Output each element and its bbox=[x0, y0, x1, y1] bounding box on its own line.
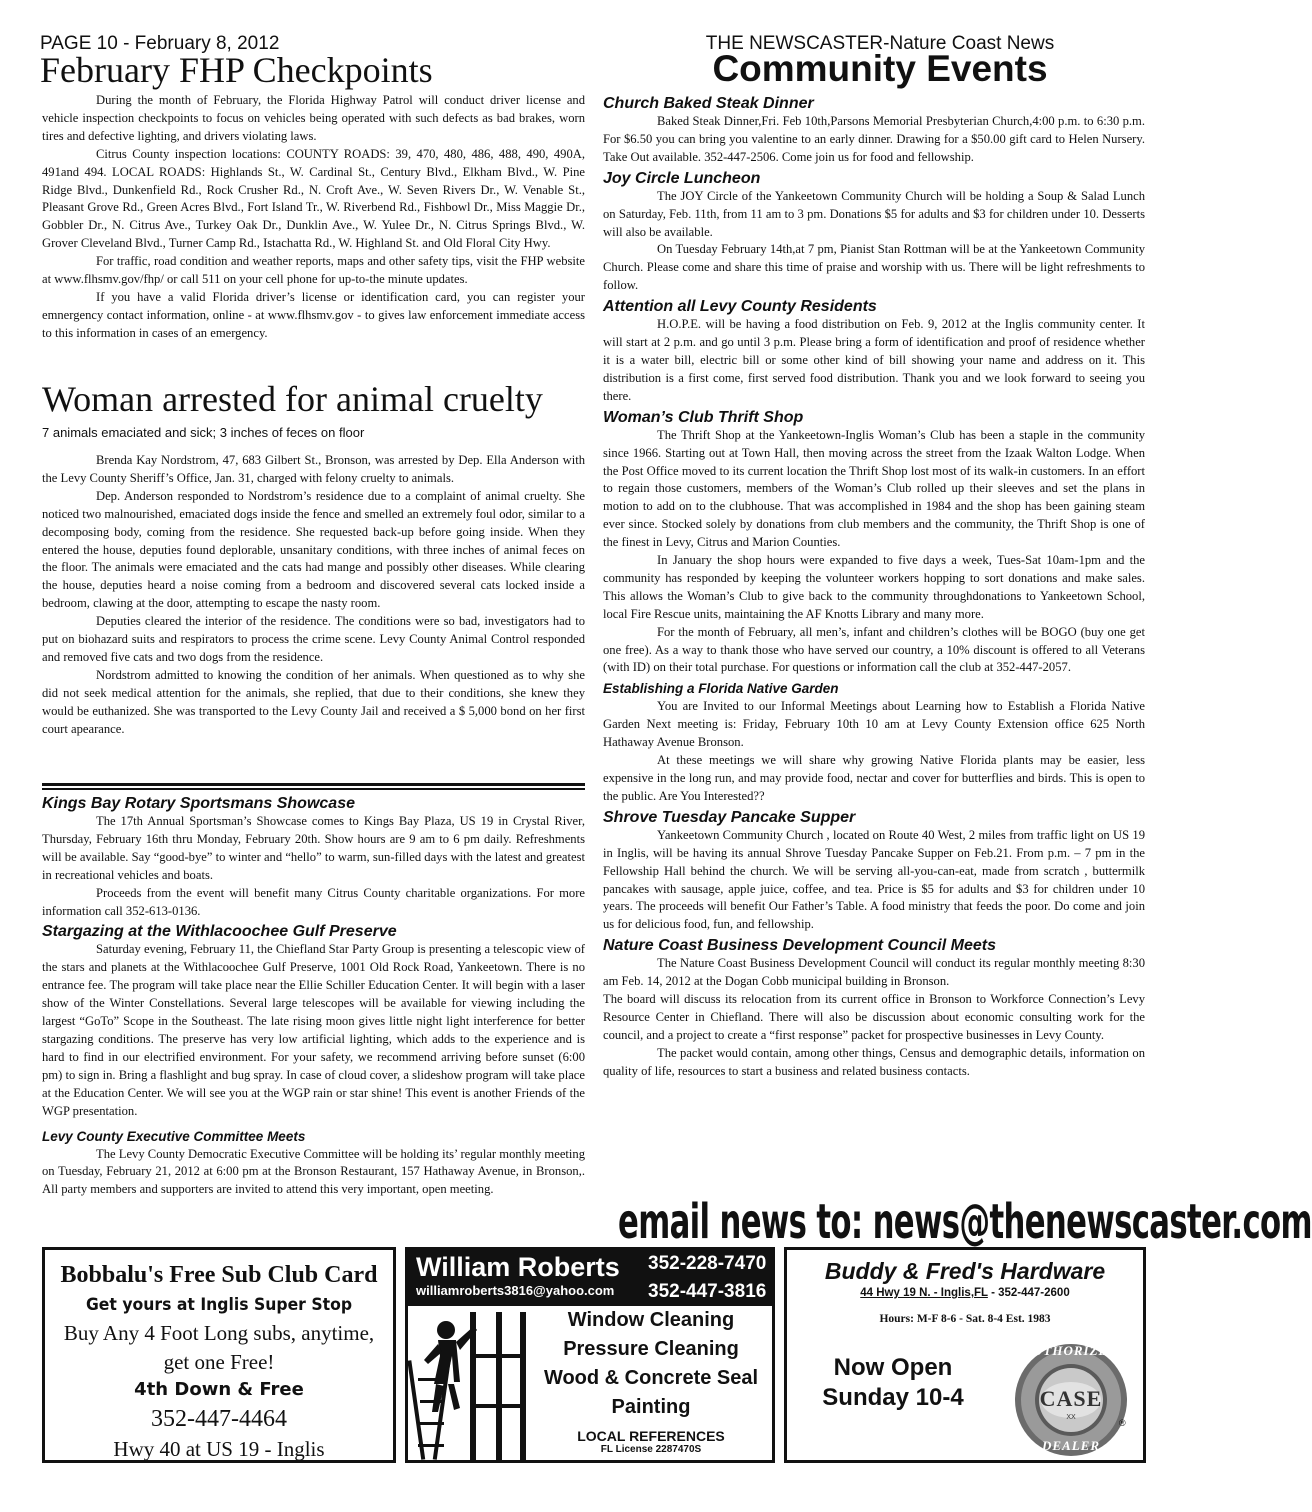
left-events bbox=[42, 792, 585, 1199]
case-badge-mid: CASE bbox=[1039, 1386, 1103, 1411]
ad-william bbox=[405, 1247, 775, 1463]
ad-bobbalu-title: Bobbalu's Free Sub Club Card bbox=[60, 1262, 378, 1288]
ad-buddy-name: Buddy & Fred's Hardware bbox=[824, 1258, 1106, 1284]
ad-william-services bbox=[530, 1306, 772, 1455]
event-paragraph: On Tuesday February 14th,at 7 pm, Pianist Stan Rottman will be at the Yankeetown Community Church. Please come and share this time of praise and worship with us. There will be light refreshments to follow. bbox=[603, 242, 1145, 293]
ad-buddy-open1: Now Open bbox=[833, 1354, 953, 1381]
email-banner-wrap bbox=[618, 1194, 1312, 1252]
cruelty-article bbox=[42, 452, 585, 739]
event-title: Establishing a Florida Native Garden bbox=[603, 681, 839, 697]
ad-william-service: Painting bbox=[611, 1396, 691, 1418]
ad-bobbalu bbox=[42, 1247, 396, 1463]
cruelty-subtitle: 7 animals emaciated and sick; 3 inches of feces on floor bbox=[42, 425, 365, 440]
event-title: Woman’s Club Thrift Shop bbox=[603, 408, 804, 426]
ad-buddy-address: 44 Hwy 19 N. - Inglis,FL bbox=[860, 1287, 988, 1299]
case-badge-reg: ® bbox=[1119, 1418, 1126, 1428]
ad-william-email: williamroberts3816@yahoo.com bbox=[416, 1283, 615, 1298]
fhp-paragraph: For traffic, road condition and weather reports, maps and other safety tips, visit the FHP website at www.flhsmv.gov/fhp/ or call 511 on your cell phone for up-to-the minute updates. bbox=[42, 254, 585, 287]
ad-buddy-phone: - 352-447-2600 bbox=[987, 1287, 1070, 1299]
email-banner[interactable]: email news to: news@thenewscaster.com bbox=[618, 1194, 1312, 1250]
right-events bbox=[603, 92, 1145, 1081]
ad-buddy-open2: Sunday 10-4 bbox=[822, 1384, 964, 1411]
event-paragraph: Yankeetown Community Church , located on Route 40 West, 2 miles from traffic light on US 19 in Inglis, will be having its annual Shrove Tuesday Pancake Supper on Feb.21. From p.m. – 7 pm in the Fellowship Hall behind the church. We will be serving all-you-can-eat, made from scratch , buttermilk pancakes with sausage, apple juice, coffee, and tea. Price is $5 for adults and $3 for children under 10 years. The proceeds will benefit Our Father’s Table. A food ministry that feeds the poor. Do come and join us for delicious food, fun, and fellowship. bbox=[603, 827, 1145, 932]
event-paragraph: In January the shop hours were expanded to five days a week, Tues-Sat 10am-1pm and the community has responded by keeping the volunteer workers hopping to sort donations and make sales. This allows the Woman’s Club to give back to the community throughdonations to Yankeetown School, local Fire Rescue units, maintaining the AF Knotts Library and many more. bbox=[603, 553, 1145, 621]
event-paragraph: The JOY Circle of the Yankeetown Community Church will be holding a Soup & Salad Lunch on Saturday, Feb. 11th, from 11 am to 3 pm. Donations $5 for adults and $3 for children under 10. Desserts will also be available. bbox=[603, 188, 1145, 239]
cruelty-title: Woman arrested for animal cruelty bbox=[42, 379, 543, 419]
event-paragraph: The Levy County Democratic Executive Committee will be holding its’ regular monthly meeting on Tuesday, February 21, 2012 at 6:00 pm at the Bronson Restaurant, 157 Hathaway Avenue, in Bronson,. All party members and supporters are invited to attend this very important, open meeting. bbox=[42, 1146, 585, 1197]
case-badge-xx: XX bbox=[1066, 1414, 1076, 1421]
ad-bobbalu-line2: Buy Any 4 Foot Long subs, anytime, bbox=[63, 1321, 375, 1345]
cruelty-paragraph: Deputies cleared the interior of the residence. The conditions were so bad, investigators had to put on biohazard suits and respirators to process the crime scene. Levy County Animal Control responded and removed five cats and two dogs from the residence. bbox=[42, 614, 585, 664]
section-title: Community Events bbox=[712, 48, 1048, 89]
event-title: Kings Bay Rotary Sportsmans Showcase bbox=[42, 795, 355, 812]
event-paragraph: Baked Steak Dinner,Fri. Feb 10th,Parsons Memorial Presbyterian Church,4:00 p.m. to 6:30 p.m. For $6.50 you can bring you valentine to an early dinner. Drawing for a $50.00 gift card to Helen Nursery. Take Out available. 352-447-2506. Come join us for food and fellowship. bbox=[603, 114, 1145, 164]
fhp-title: February FHP Checkpoints bbox=[40, 50, 433, 90]
ad-buddy-hours: Hours: M-F 8-6 - Sat. 8-4 Est. 1983 bbox=[879, 1313, 1051, 1325]
ad-william-license: FL License 2287470S bbox=[600, 1444, 702, 1455]
fhp-paragraph: If you have a valid Florida driver’s license or identification card, you can register your emnergency contact information, online - at www.flhsmv.gov - to gives law enforcement immediate access to this information in cases of an emergency. bbox=[42, 289, 585, 340]
event-paragraph: The Thrift Shop at the Yankeetown-Inglis Woman’s Club has been a staple in the community since 1966. Starting out at Town Hall, then moving across the street from the Izaak Walton Lodge. When the Post Office moved to its current location the Thrift Shop lost most of its walk-in customers. In an effort to regain those customers, members of the Woman’s Club rolled up their sleeves and set the plans in motion to add on to the clubhouse. That was accomplished in 1984 and the shop has been gaining steam ever since. Stocked solely by donations from club members and the community, the Thrift Shop is one of the finest in Levy, Citrus and Marion Counties. bbox=[603, 427, 1145, 550]
event-title: Joy Circle Luncheon bbox=[603, 169, 761, 187]
event-paragraph: At these meetings we will share why growing Native Florida plants may be easier, less expensive in the long run, and may provide food, nectar and cover for butterflies and birds. This is open to the public. Are You Interested?? bbox=[603, 753, 1145, 803]
case-badge-bottom: DEALER bbox=[1041, 1438, 1100, 1453]
event-paragraph: H.O.P.E. will be having a food distribution on Feb. 9, 2012 at the Inglis community center. It will start at 2 p.m. and go until 3 p.m. Please bring a form of identification and proof of residence whether it is a water bill, electric bill or some other kind of bill showing your name and address on it. This distribution is a first come, first served food distribution. Thank you and we look forward to seeing you there. bbox=[603, 317, 1145, 403]
ad-william-service: Pressure Cleaning bbox=[563, 1338, 739, 1360]
event-paragraph: Proceeds from the event will benefit many Citrus County charitable organizations. For more information call 352-613-0136. bbox=[42, 885, 585, 918]
cruelty-paragraph: Dep. Anderson responded to Nordstrom’s residence due to a complaint of animal cruelty. She noticed two malnourished, emaciated dogs inside the fence and smelled an extremely foul odor, similar to a decomposing body, coming from the residence. She requested back-up before going inside. When they entered the house, deputies found deplorable, unsanitary conditions, with three inches of animal feces on the floor. The animals were emaciated and the cats had mange and possibly other diseases. While clearing the house, deputies heard a noise coming from a bedroom and discovered several cats locked inside a bedroom, clawing at the door, attempting to escape the nasty room. bbox=[42, 488, 585, 611]
ad-william-refs: LOCAL REFERENCES bbox=[577, 1428, 725, 1444]
paper-line: THE NEWSCASTER-Nature Coast News bbox=[705, 33, 1055, 54]
ad-william-phone1: 352-228-7470 bbox=[648, 1253, 767, 1274]
ad-bobbalu-phone: 352-447-4464 bbox=[151, 1406, 287, 1432]
event-paragraph: Saturday evening, February 11, the Chiefland Star Party Group is presenting a telescopic view of the stars and planets at the Withlacoochee Gulf Preserve, 1001 Old Rock Road, Yankeetown. There is no entrance fee. The program will take place near the Ellie Schiller Education Center. It will begin with a laser show of the Winter Constellations. Several large telescopes will be available for viewing including the largest “GoTo” Scope in the Southeast. The late rising moon gives little night light interference for better stargazing conditions. The preserve has very low artificial lighting, which adds to the experience and is hard to find in our electrified environment. For your safety, we recommend arriving before sunset (6:00 pm) to sign in. Bring a flashlight and bug spray. In case of cloud cover, a slideshow program will take place at the Education Center. We will see you at the WGP rain or star shine! This event is another Friends of the WGP presentation. bbox=[42, 942, 585, 1118]
ad-william-phone2: 352-447-3816 bbox=[648, 1281, 767, 1302]
case-dealer-badge bbox=[1013, 1342, 1129, 1458]
event-title: Attention all Levy County Residents bbox=[603, 298, 877, 316]
fhp-paragraph: During the month of February, the Florida Highway Patrol will conduct driver license and vehicle inspection checkpoints to focus on vehicles being operated with such defects as bad brakes, worn tires and defective lighting, and drivers violating laws. bbox=[42, 93, 585, 143]
ad-bobbalu-line3: get one Free! bbox=[163, 1350, 275, 1374]
event-title: Levy County Executive Committee Meets bbox=[42, 1128, 306, 1144]
ad-buddy bbox=[784, 1247, 1146, 1463]
event-paragraph: The 17th Annual Sportsman’s Showcase comes to Kings Bay Plaza, US 19 in Crystal River, Thursday, February 16th thru Monday, February 20th. Show hours are 9 am to 6 pm daily. Refreshments will be available. Say “good-bye” to winter and “hello” to warm, sun-filled days with the latest and greatest in recreational vehicles and boats. bbox=[42, 814, 585, 882]
ad-bobbalu-address: Hwy 40 at US 19 - Inglis bbox=[113, 1437, 325, 1461]
ad-bobbalu-line1: Get yours at Inglis Super Stop bbox=[85, 1295, 353, 1315]
cruelty-paragraph: Brenda Kay Nordstrom, 47, 683 Gilbert St., Bronson, was arrested by Dep. Ella Anderson with the Levy County Sheriff’s Office, Jan. 31, charged with felony cruelty to animals. bbox=[42, 453, 585, 485]
event-title: Stargazing at the Withlacoochee Gulf Preserve bbox=[42, 923, 397, 941]
page-line: PAGE 10 - February 8, 2012 bbox=[40, 33, 280, 54]
event-paragraph: You are Invited to our Informal Meetings about Learning how to Establish a Florida Native Garden Next meeting is: Friday, February 10th 10 am at Levy County Extension office 625 North Hathaway Avenue Bronson. bbox=[603, 699, 1145, 750]
event-title: Nature Coast Business Development Council Meets bbox=[603, 937, 996, 955]
fhp-article bbox=[42, 92, 585, 343]
fhp-paragraph: Citrus County inspection locations: COUNTY ROADS: 39, 470, 480, 486, 488, 490, 490A, 491and 494. LOCAL ROADS: Highlands St., W. Cardinal St., Century Blvd., Elkham Blvd., W. Pine Ridge Blvd., Dunkenfield Rd., Rock Crusher Rd., N. Croft Ave., W. Seven Rivers Dr., W. Venable St., Pleasant Grove Rd., Green Acres Blvd., Fort Island Tr., W. Riverbend Rd., Fishbowl Dr., Miss Maggie Dr., Gobbler Dr., N. Citrus Ave., Turkey Oak Dr., Dunklin Ave., W. Yulee Dr., N. Citrus Springs Blvd., W. Grover Cleveland Blvd., Turner Camp Rd., Istachatta Rd., W. Highland St. and Old Floral City Hwy. bbox=[42, 146, 585, 251]
event-paragraph: The board will discuss its relocation from its current office in Bronson to Workforce Connection’s Levy Resource Center in Chiefland. There will also be discussion about economic consulting work for the council, and a project to create a “first response” packet for prospective businesses in Levy County. bbox=[603, 992, 1145, 1042]
event-paragraph: The packet would contain, among other things, Census and demographic details, information on quality of life, resources to start a business and related business contacts. bbox=[603, 1045, 1145, 1078]
window-washer-icon bbox=[410, 1308, 528, 1460]
event-paragraph: For the month of February, all men’s, infant and children’s clothes will be BOGO (buy one get one free). As a way to thank those who have served our country, a 10% discount is offered to all Veterans (with ID) on their total purchase. For questions or information call the club at 352-447-2057. bbox=[603, 624, 1145, 675]
ad-william-name: William Roberts bbox=[416, 1252, 620, 1282]
ad-buddy-address-line bbox=[787, 1287, 1143, 1299]
ad-bobbalu-line4: 4th Down & Free bbox=[134, 1379, 304, 1400]
event-title: Shrove Tuesday Pancake Supper bbox=[603, 808, 856, 826]
divider-rule bbox=[42, 783, 585, 786]
ad-william-service: Window Cleaning bbox=[567, 1309, 735, 1331]
event-title: Church Baked Steak Dinner bbox=[603, 95, 814, 112]
ad-william-service: Wood & Concrete Seal bbox=[543, 1367, 759, 1389]
cruelty-paragraph: Nordstrom admitted to knowing the condition of her animals. When questioned as to why she did not seek medical attention for the animals, she replied, that due to their conditions, she knew they would be euthanized. She was transported to the Levy County Jail and received a $ 5,000 bond on her first court apearance. bbox=[42, 667, 585, 736]
case-badge-top: AUTHORIZED bbox=[1023, 1343, 1119, 1358]
divider-rule bbox=[42, 788, 585, 790]
event-paragraph: The Nature Coast Business Development Council will conduct its regular monthly meeting 8:30 am Feb. 14, 2012 at the Dogan Cobb municipal building in Bronson. bbox=[603, 956, 1145, 989]
